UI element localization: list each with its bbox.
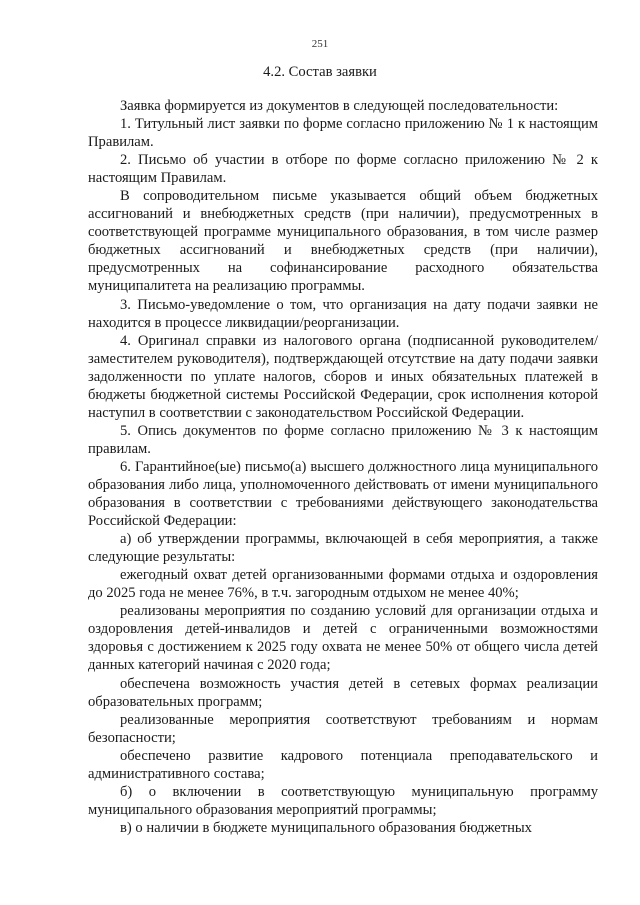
paragraph-sub-v: в) о наличии в бюджете муниципального образования бюджетных <box>120 819 532 836</box>
paragraph-cover-letter: В сопроводительном письме указывается общий объем бюджетных ассигнований и внебюджетных средств (при наличии), предусмотренных в соответствующей программе муниципального образования, в том числе размер бюджетных ассигнований и внебюджетных средств (при наличии), предусмотренных на софинансирование расходного обязательства муниципалитета на реализацию программы. <box>88 188 598 295</box>
paragraph-item-2: 2. Письмо об участии в отборе по форме согласно приложению № 2 к настоящим Правилам. <box>88 152 598 187</box>
paragraph-intro: Заявка формируется из документов в следующей последовательности: <box>120 98 559 114</box>
paragraph-result-safety: реализованные мероприятия соответствуют требованиям и нормам безопасности; <box>88 711 598 746</box>
paragraph-result-network: обеспечена возможность участия детей в сетевых формах реализации образовательных программ; <box>88 675 598 710</box>
paragraph-item-5: 5. Опись документов по форме согласно приложению № 3 к настоящим правилам. <box>88 422 598 457</box>
section-title: 4.2. Состав заявки <box>263 64 377 80</box>
paragraph-item-6: 6. Гарантийное(ые) письмо(а) высшего должностного лица муниципального образования либо лица, уполномоченного действовать от имени муниципального образования в соответствии с требованиями действующего законодательства Российской Федерации: <box>88 458 598 530</box>
page-number: 251 <box>311 38 329 50</box>
paragraph-result-coverage: ежегодный охват детей организованными формами отдыха и оздоровления до 2025 года не менее 76%, в т.ч. загородным отдыхом не менее 40%; <box>88 567 598 602</box>
document-body <box>88 97 598 837</box>
paragraph-item-3: 3. Письмо-уведомление о том, что организация на дату подачи заявки не находится в процессе ликвидации/реорганизации. <box>88 296 598 331</box>
paragraph-sub-a: а) об утверждении программы, включающей в себя мероприятия, а также следующие результаты: <box>88 531 598 566</box>
paragraph-result-staff: обеспечено развитие кадрового потенциала преподавательского и административного состава; <box>88 747 598 782</box>
paragraph-result-disabled: реализованы мероприятия по созданию условий для организации отдыха и оздоровления детей-инвалидов и детей с ограниченными возможностями здоровья с достижением к 2025 году охвата не менее 50% от общего числа детей данных категорий начиная с 2020 года; <box>88 603 598 674</box>
paragraph-sub-b: б) о включении в соответствующую муниципальную программу муниципального образования мероприятий программы; <box>88 783 598 818</box>
paragraph-item-1: 1. Титульный лист заявки по форме согласно приложению № 1 к настоящим Правилам. <box>88 116 598 151</box>
paragraph-item-4: 4. Оригинал справки из налогового органа (подписанной руководителем/заместителем руководителя), подтверждающей отсутствие на дату подачи заявки задолженности по уплате налогов, сборов и иных обязательных платежей в бюджеты бюджетной системы Российской Федерации, срок исполнения которой наступил в соответствии с законодательством Российской Федерации. <box>88 332 598 421</box>
